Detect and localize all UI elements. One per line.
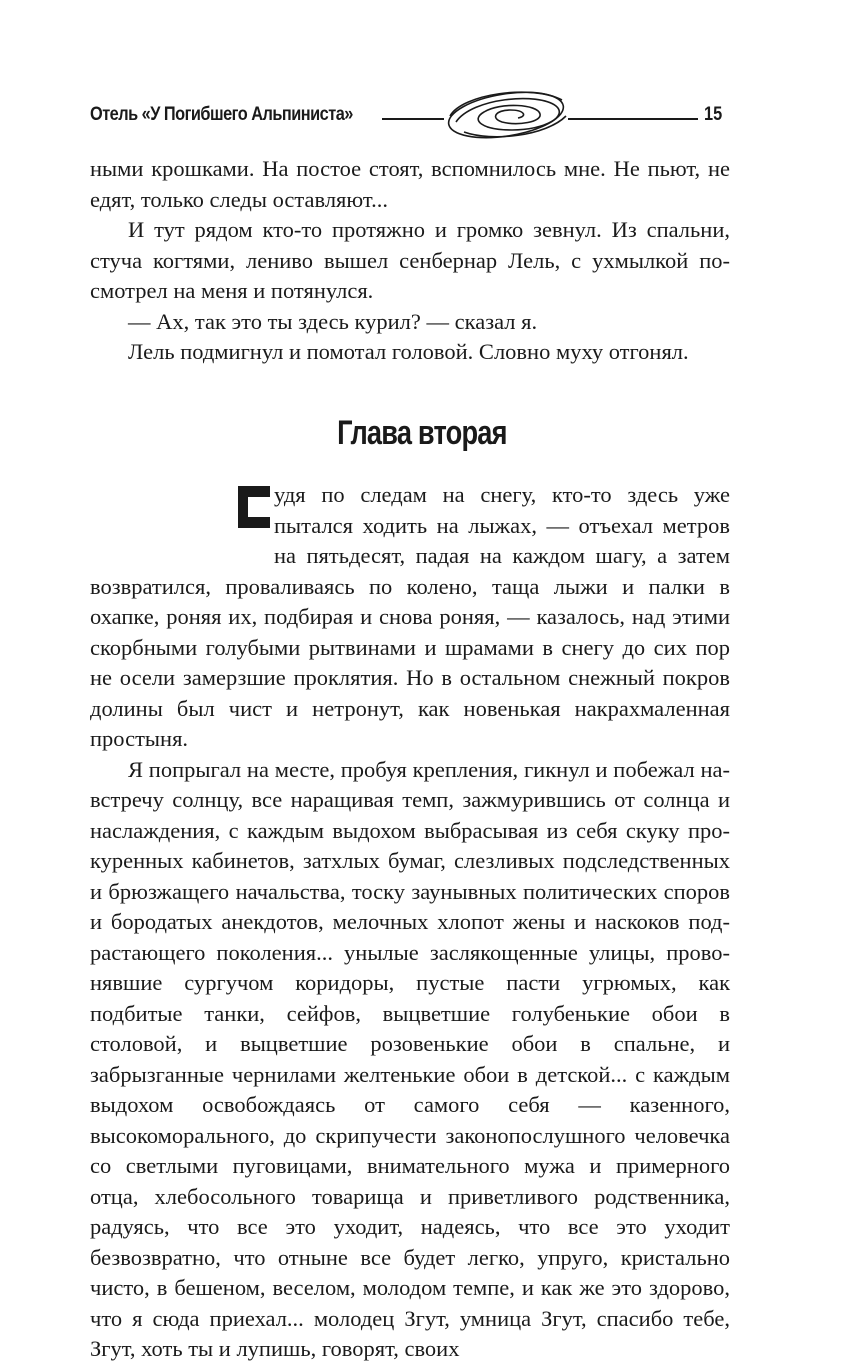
text-paragraph: Я попрыгал на месте, пробуя крепления, гикнул и побежал навстречу солнцу, все наращивая темп, зажмурившись от солнца и наслаждения, с каждым выдохом выбрасывая из себя скуку прокуренных кабинетов, затхлых бумаг, слезливых подследственных и брюзжащего начальства, тоску заунывных политических споров и бородатых анекдотов, мелочных хлопот жены и наскоков подрастающего поколения... унылые заслякощенные улицы, провонявшие сургучом коридоры, пустые пасти угрюмых, как подбитые танки, сейфов, выцветшие голубенькие обои в столовой, и выцветшие розовенькие обои в спальне, и забрызганные чернилами желтенькие обои в детской... с каждым выдохом освобождаясь от самого себя — казенного, высокоморального, до скрипучести законопослушного человечка со светлыми пуговицами, внимательного мужа и примерного отца, хлебосольного товарища и приветливого родственника, радуясь, что все это уходит, надеясь, что все это уходит безвозвратно, что отныне все будет легко, упруго, кристально чисто, в бешеном, веселом, молодом темпе, и как же это здорово, что я сюда приехал... молодец Згут, умница Згут, спасибо тебе, Згут, хоть ты и лупишь, говорят, своих: [90, 756, 730, 1361]
running-head: [90, 98, 730, 138]
page-number: 15: [704, 104, 723, 125]
chapter-one-ending: [90, 154, 730, 368]
text-paragraph: ными крошками. На постое стоят, вспомнилось мне. Не пьют, не едят, только следы оставляют...: [90, 156, 730, 212]
text-paragraph: удя по следам на снегу, кто-то здесь уже пытался ходить на лыжах, — отъехал метров на пятьдесят, падая на каждом шагу, а затем возвратился, проваливаясь по колено, таща лыжи и палки в охапке, роняя их, подбирая и снова роняя, — казалось, над этими скорбными голубыми рытвинами и шрамами в снегу до сих пор не осели замерзшие проклятия. Но в остальном снежный покров долины был чист и нетронут, как новенькая накрахмаленная простыня.: [90, 482, 730, 751]
chapter-heading: [0, 414, 844, 453]
dialogue-line: — Ах, так это ты здесь курил? — сказал я.: [128, 308, 538, 334]
swirl-ornament-icon: [442, 86, 572, 142]
drop-cap-letter: [238, 486, 270, 528]
text-paragraph: Лель подмигнул и помотал головой. Словно муху отгонял.: [128, 339, 689, 364]
header-rule-right: [568, 118, 698, 120]
text-paragraph: И тут рядом кто-то протяжно и громко зевнул. Из спальни, стуча когтями, лениво вышел сенбернар Лель, с ухмылкой посмотрел на меня и потянулся.: [90, 217, 730, 303]
drop-cap-area: [90, 486, 270, 542]
chapter-two-text: [90, 480, 730, 1365]
header-rule-left: [382, 118, 444, 120]
running-head-title: Отель «У Погибшего Альпиниста»: [90, 104, 353, 125]
chapter-heading-text: Глава вторая: [337, 414, 507, 452]
